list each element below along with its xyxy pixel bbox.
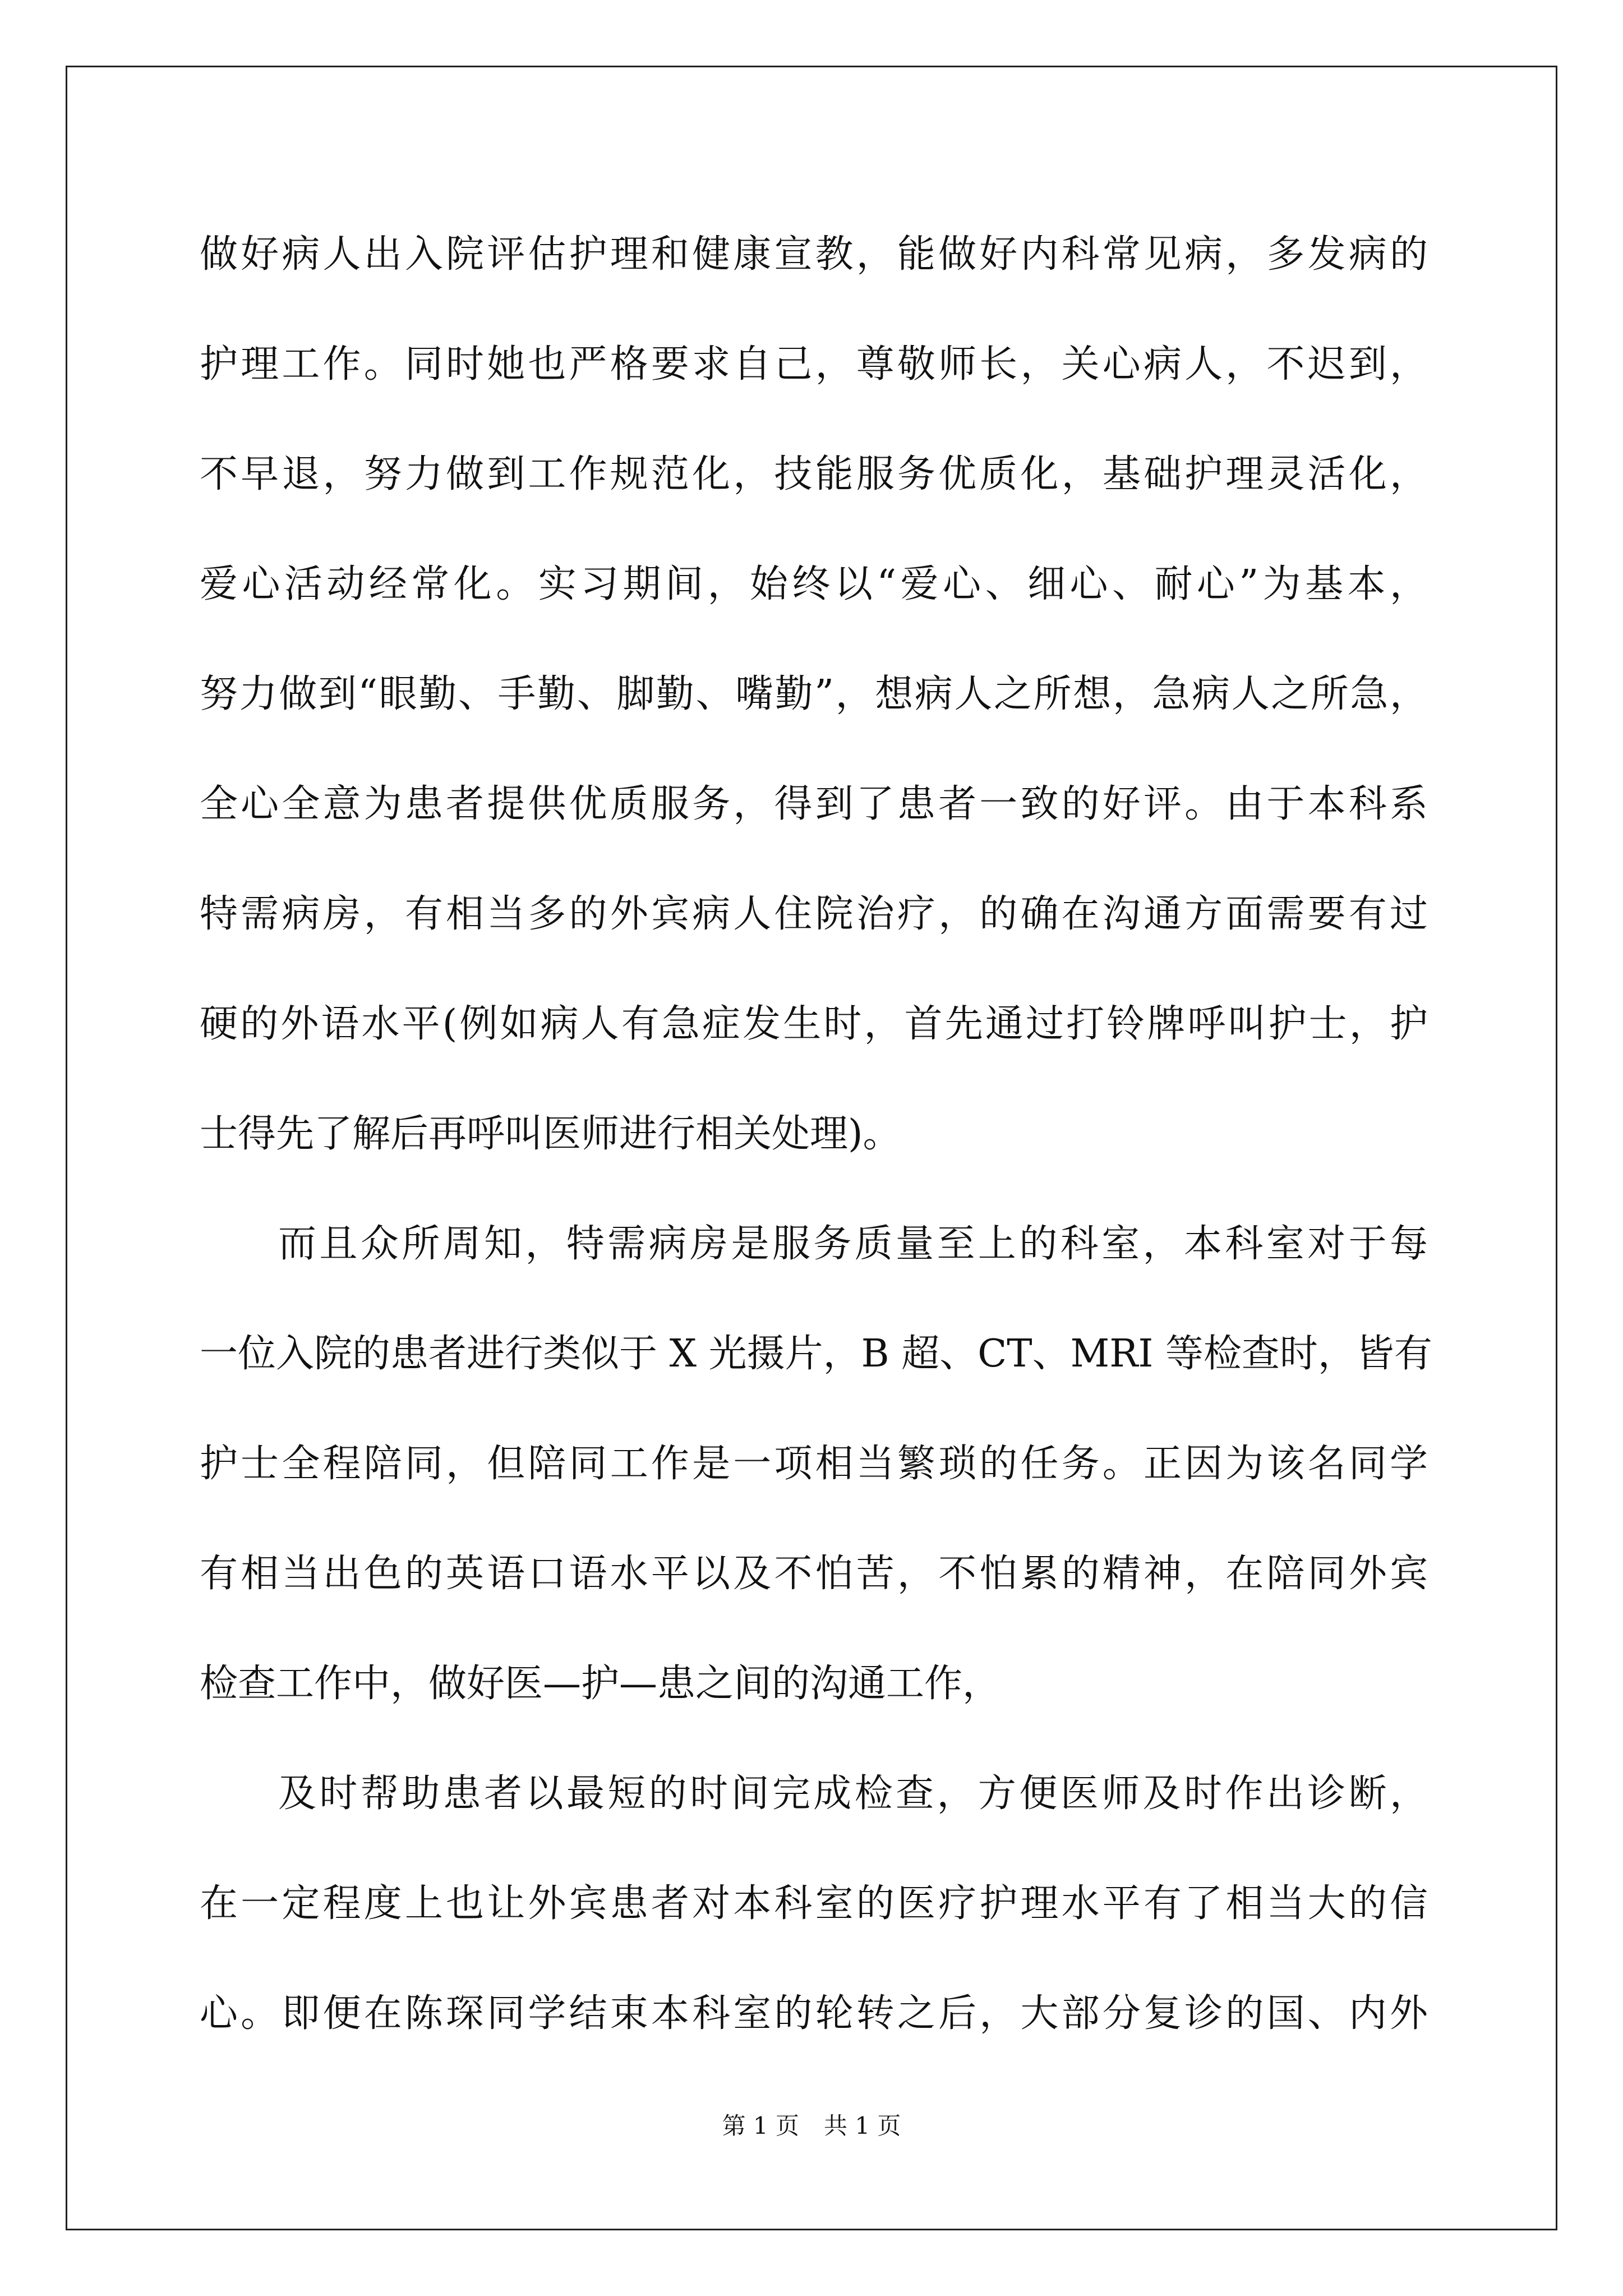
- page-number: 第 1 页: [722, 2112, 799, 2139]
- text-line: 全心全意为患者提供优质服务，得到了患者一致的好评。由于本科系: [200, 782, 1428, 826]
- page-footer: [0, 2109, 1623, 2143]
- paragraph-1: [200, 200, 1428, 1189]
- text-line: 特需病房，有相当多的外宾病人住院治疗，的确在沟通方面需要有过: [200, 892, 1428, 936]
- text-line: 检查工作中，做好医—护—患之间的沟通工作，: [200, 1662, 1001, 1706]
- paragraph-2: [200, 1189, 1432, 1739]
- text-line: 在一定程度上也让外宾患者对本科室的医疗护理水平有了相当大的信: [200, 1881, 1428, 1926]
- text-line: 一位入院的患者进行类似于 X 光摄片，B 超、CT、MRI 等检查时，皆有: [200, 1332, 1432, 1376]
- text-line: 不早退，努力做到工作规范化，技能服务优质化，基础护理灵活化，: [200, 452, 1428, 496]
- text-line: 护士全程陪同，但陪同工作是一项相当繁琐的任务。正因为该名同学: [200, 1442, 1428, 1486]
- paragraph-3: [200, 1739, 1428, 2069]
- text-line: 心。即便在陈琛同学结束本科室的轮转之后，大部分复诊的国、内外: [200, 1991, 1428, 2036]
- text-line: 护理工作。同时她也严格要求自己，尊敬师长，关心病人，不迟到，: [200, 342, 1428, 386]
- text-line: 而且众所周知，特需病房是服务质量至上的科室，本科室对于每: [278, 1222, 1428, 1266]
- text-line: 做好病人出入院评估护理和健康宣教，能做好内科常见病，多发病的: [200, 232, 1428, 277]
- text-line: 及时帮助患者以最短的时间完成检查，方便医师及时作出诊断，: [278, 1772, 1428, 1816]
- page-total: 共 1 页: [824, 2112, 901, 2139]
- text-line: 努力做到“眼勤、手勤、脚勤、嘴勤”，想病人之所想，急病人之所急，: [200, 672, 1428, 716]
- text-line: 硬的外语水平(例如病人有急症发生时，首先通过打铃牌呼叫护士，护: [200, 1002, 1428, 1046]
- text-line: 有相当出色的英语口语水平以及不怕苦，不怕累的精神，在陪同外宾: [200, 1552, 1428, 1596]
- text-line: 士得先了解后再呼叫医师进行相关处理)。: [200, 1112, 901, 1156]
- document-body: [200, 200, 1432, 2069]
- text-line: 爱心活动经常化。实习期间，始终以“爱心、细心、耐心”为基本，: [200, 562, 1428, 606]
